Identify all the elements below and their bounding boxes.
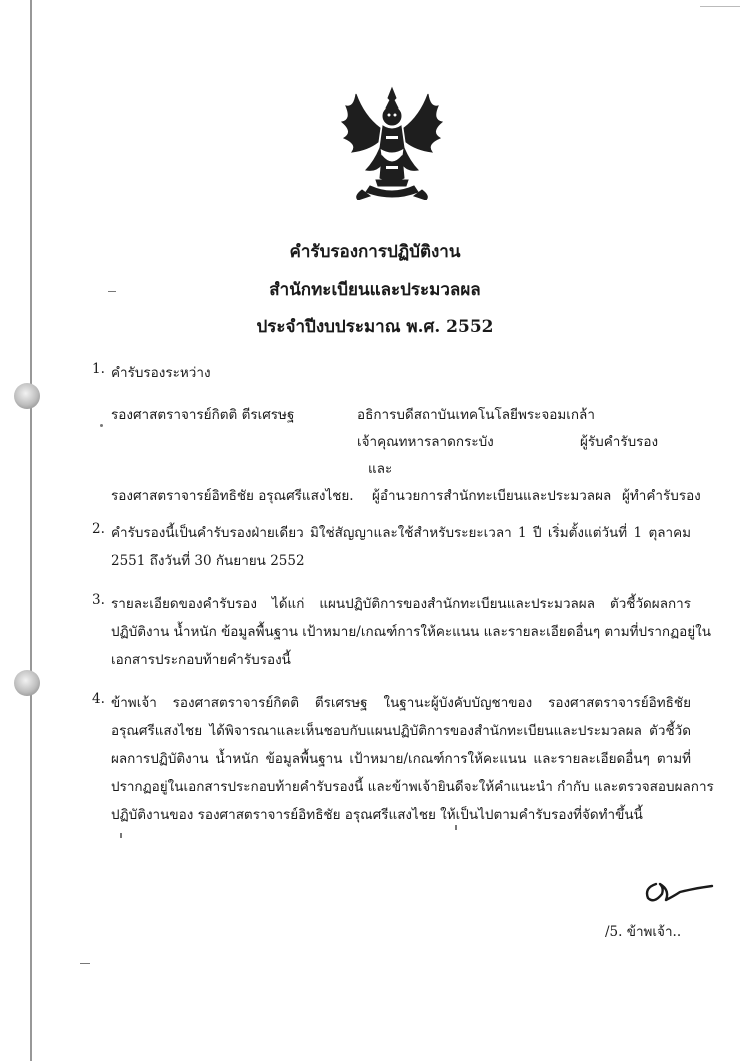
fiscal-year: ประจำปีงบประมาณ พ.ศ. 2552 [256,317,494,337]
party2-position: ผู้อำนวยการสำนักทะเบียนและประมวลผล [372,488,612,504]
section4-line1: ข้าพเจ้า รองศาสตราจารย์กิตติ ตีรเศรษฐ ในฐานะผู้บังคับบัญชาของ รองศาสตราจารย์อิทธิชัย [111,695,691,711]
section3-line1: รายละเอียดของคำรับรอง ได้แก่ แผนปฏิบัติการของสำนักทะเบียนและประมวลผล ตัวชี้วัดผลการ [111,596,691,612]
section4-line3: ผลการปฏิบัติงาน น้ำหนัก ข้อมูลพื้นฐาน เป้าหมาย/เกณฑ์การให้คะแนน และรายละเอียดอื่นๆ ตามที่ [111,751,691,767]
garuda-emblem-icon [336,86,448,200]
scan-edge-line [30,0,32,1061]
section3-line3: เอกสารประกอบท้ายคำรับรองนี้ [111,652,291,668]
party1-role: ผู้รับคำรับรอง [580,434,659,450]
party2-name: รองศาสตราจารย์อิทธิชัย อรุณศรีแสงไชย. [111,488,354,504]
punch-hole-bottom [14,670,40,696]
section3-line2: ปฏิบัติงาน น้ำหนัก ข้อมูลพื้นฐาน เป้าหมาย/เกณฑ์การให้คะแนน และรายละเอียดอื่นๆ ตามที่ปรากฏอยู่ใน [111,624,711,640]
section4-line2: อรุณศรีแสงไชย ได้พิจารณาและเห็นชอบกับแผนปฏิบัติการของสำนักทะเบียนและประมวลผล ตัวชี้วัด [111,723,691,739]
party1-position-line2: เจ้าคุณทหารลาดกระบัง [357,434,494,450]
section1-heading: คำรับรองระหว่าง [111,365,211,381]
section2-line1: คำรับรองนี้เป็นคำรับรองฝ่ายเดียว มิใช่สัญญาและใช้สำหรับระยะเวลา 1 ปี เริ่มตั้งแต่วันที่ 1 ตุลาคม [111,525,691,541]
party1-name: รองศาสตราจารย์กิตติ ตีรเศรษฐ [111,407,295,423]
scan-speck [80,963,90,964]
section4-line5: ปฏิบัติงานของ รองศาสตราจารย์อิทธิชัย อรุณศรีแสงไชย ให้เป็นไปตามคำรับรองที่จัดทำขึ้นนี้ [111,807,643,823]
scan-speck [455,825,457,830]
section4-line4: ปรากฏอยู่ในเอกสารประกอบท้ายคำรับรองนี้ และข้าพเจ้ายินดีจะให้คำแนะนำ กำกับ และตรวจสอบผลการ [111,779,714,795]
section-number: 2. [92,521,105,537]
party2-role: ผู้ทำคำรับรอง [622,488,701,504]
office-name: สำนักทะเบียนและประมวลผล [269,280,481,300]
section2-line2: 2551 ถึงวันที่ 30 กันยายน 2552 [111,553,305,569]
conjunction: และ [368,461,393,477]
party1-position-line1: อธิการบดีสถาบันเทคโนโลยีพระจอมเกล้า [357,407,595,423]
section-number: 1. [92,361,105,377]
scan-speck [100,424,103,427]
scan-speck [120,833,122,838]
section-number: 3. [92,592,105,608]
document-title: คำรับรองการปฏิบัติงาน [289,242,461,262]
section-number: 4. [92,691,105,707]
scan-speck [700,6,740,7]
punch-hole-top [14,383,40,409]
continuation-note: /5. ข้าพเจ้า.. [605,924,682,940]
signature-icon [640,870,720,910]
